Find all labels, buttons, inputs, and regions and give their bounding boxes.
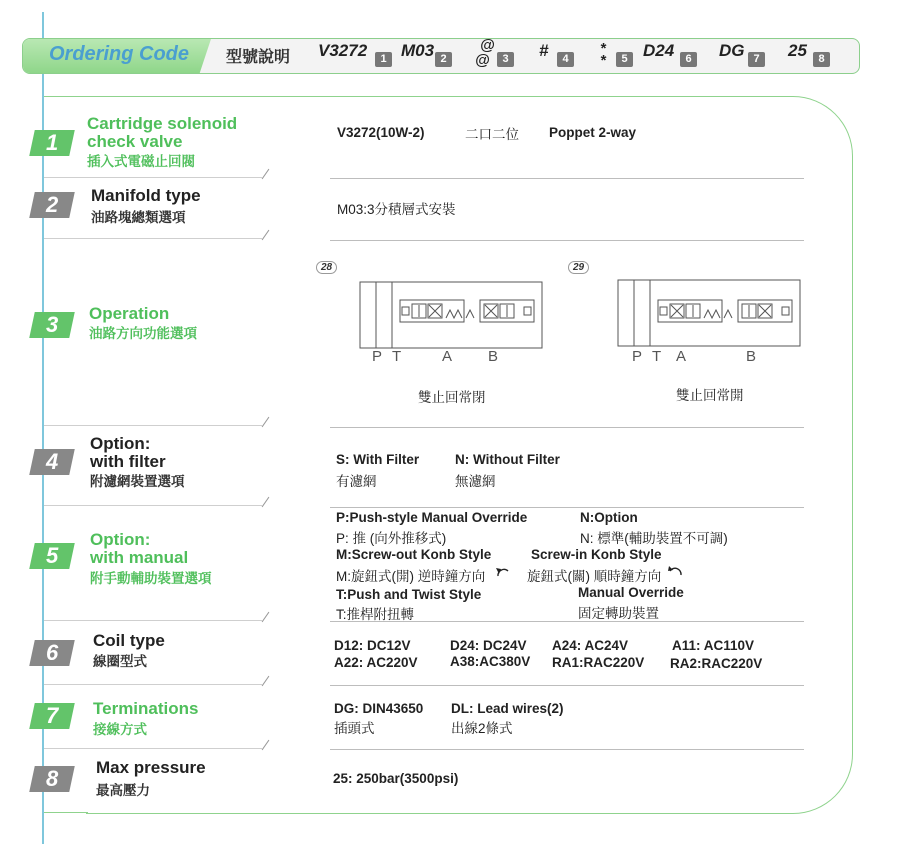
code-7: DG: [719, 41, 745, 60]
content-divider: [330, 240, 804, 241]
r5-p-zh: P: 推 (向外推移式): [336, 531, 447, 546]
header-title: Ordering Code: [49, 43, 190, 65]
code-5-second: *: [600, 52, 606, 69]
content-divider: [330, 178, 804, 179]
row7-title: Terminations: [93, 699, 199, 718]
r7-dg-en: DG: DIN43650: [334, 701, 424, 716]
r2-text: M03:3分積層式安裝: [337, 202, 456, 217]
r5-si-zh: 旋鈕式(關) 順時鐘方向: [527, 569, 662, 584]
r5-mo-en: Manual Override: [578, 585, 684, 600]
row8-zh: 最高壓力: [96, 783, 150, 798]
row5-title-line2: with manual: [90, 548, 189, 567]
row6-title: Coil type: [93, 631, 165, 650]
r5-t-zh: T:推桿附扭轉: [336, 607, 415, 622]
code-badge-7: 7: [748, 52, 765, 67]
row-number-4: 4: [29, 449, 75, 475]
code-2: M03: [401, 41, 435, 60]
row-divider: [44, 620, 262, 621]
r5-n-en: N:Option: [580, 510, 638, 525]
row4-title-line2: with filter: [90, 452, 166, 471]
r7-dl-zh: 出線2條式: [451, 721, 513, 736]
fig29-port-p: P: [632, 348, 643, 365]
row2-title: Manifold type: [91, 186, 201, 205]
code-5: *: [600, 40, 606, 57]
r4-n-en: N: Without Filter: [455, 452, 560, 467]
row-divider: [44, 177, 262, 178]
code-badge-1: 1: [375, 52, 392, 67]
row-divider: [44, 684, 262, 685]
r5-m-en: M:Screw-out Konb Style: [336, 547, 492, 562]
r1-en: Poppet 2-way: [549, 125, 637, 140]
code-badge-4: 4: [557, 52, 574, 67]
code-6: D24: [643, 41, 675, 60]
code-4: #: [539, 41, 549, 60]
row4-zh: 附濾網裝置選項: [90, 474, 185, 489]
r5-mo-zh: 固定轉助裝置: [578, 606, 659, 621]
row8-title: Max pressure: [96, 758, 206, 777]
code-badge-3: 3: [497, 52, 514, 67]
r6-coil-a38: A38:AC380V: [450, 654, 531, 669]
r1-model: V3272(10W-2): [337, 125, 425, 140]
figure-29-badge: 29: [568, 261, 589, 274]
fig29-port-t: T: [652, 348, 662, 365]
row3-zh: 油路方向功能選項: [89, 326, 197, 341]
content-divider: [330, 507, 804, 508]
r5-si-en: Screw-in Konb Style: [531, 547, 662, 562]
row-number-7: 7: [29, 703, 75, 729]
code-3: @: [480, 37, 495, 54]
code-1: V3272: [318, 41, 368, 60]
code-badge-5: 5: [616, 52, 633, 67]
r6-coil-a22: A22: AC220V: [334, 655, 418, 670]
content-divider: [330, 427, 804, 428]
row-number-1: 1: [29, 130, 75, 156]
code-badge-8: 8: [813, 52, 830, 67]
fig28-port-t: T: [392, 348, 402, 365]
r1-zh: 二口二位: [465, 127, 519, 142]
row6-zh: 線圈型式: [93, 654, 147, 669]
r5-n-zh: N: 標準(輔助裝置不可調): [580, 531, 728, 546]
r6-coil-ra2: RA2:RAC220V: [670, 656, 763, 671]
row-number-6: 6: [29, 640, 75, 666]
row1-title-line1: Cartridge solenoid: [87, 114, 238, 133]
ordering-code-header: [22, 38, 860, 74]
content-divider: [330, 685, 804, 686]
code-3-second: @: [475, 52, 490, 69]
counterclockwise-icon: [495, 565, 511, 579]
row2-zh: 油路塊總類選項: [91, 210, 186, 225]
r4-s-zh: 有濾網: [336, 474, 377, 489]
row-divider: [44, 505, 262, 506]
content-divider: [330, 749, 804, 750]
code-8: 25: [788, 41, 807, 60]
panel-top-lead: [44, 96, 88, 97]
row-number-8: 8: [29, 766, 75, 792]
r7-dg-zh: 插頭式: [334, 721, 375, 736]
row-divider: [44, 238, 262, 239]
header-zh-title: 型號說明: [226, 49, 291, 66]
r6-coil-d12: D12: DC12V: [334, 638, 411, 653]
row-number-3: 3: [29, 312, 75, 338]
fig28-caption: 雙止回常閉: [418, 390, 486, 405]
panel-bottom-lead: [44, 812, 88, 813]
clockwise-icon: [667, 563, 685, 577]
fig28-port-p: P: [372, 348, 384, 365]
row-number-2: 2: [29, 192, 75, 218]
row1-zh: 插入式電磁止回閥: [87, 154, 195, 169]
row3-title: Operation: [89, 304, 170, 323]
r6-coil-a24: A24: AC24V: [552, 638, 629, 653]
row-divider: [44, 748, 262, 749]
row5-title-line1: Option:: [90, 530, 151, 549]
fig29-port-a: A: [676, 348, 687, 365]
r5-p-en: P:Push-style Manual Override: [336, 510, 528, 525]
r6-coil-a11: A11: AC110V: [672, 638, 755, 653]
row-number-5: 5: [29, 543, 75, 569]
fig28-port-b: B: [488, 348, 499, 365]
r6-coil-ra1: RA1:RAC220V: [552, 655, 645, 670]
valve-symbol-29: [616, 278, 802, 368]
r6-coil-d24: D24: DC24V: [450, 638, 527, 653]
row1-title-line2: check valve: [87, 132, 183, 151]
r7-dl-en: DL: Lead wires(2): [451, 701, 564, 716]
r5-t-en: T:Push and Twist Style: [336, 587, 482, 602]
code-badge-2: 2: [435, 52, 452, 67]
figure-28-badge: 28: [316, 261, 337, 274]
row7-zh: 接線方式: [93, 722, 147, 737]
row4-title-line1: Option:: [90, 434, 151, 453]
fig28-port-a: A: [442, 348, 453, 365]
r4-s-en: S: With Filter: [336, 452, 420, 467]
r8-text: 25: 250bar(3500psi): [333, 771, 459, 786]
r4-n-zh: 無濾網: [455, 474, 496, 489]
row-divider: [44, 425, 262, 426]
code-badge-6: 6: [680, 52, 697, 67]
row5-zh: 附手動輔助裝置選項: [90, 571, 212, 586]
r5-m-zh: M:旋鈕式(開) 逆時鐘方向: [336, 569, 486, 584]
fig29-caption: 雙止回常開: [676, 388, 744, 403]
fig29-port-b: B: [746, 348, 757, 365]
